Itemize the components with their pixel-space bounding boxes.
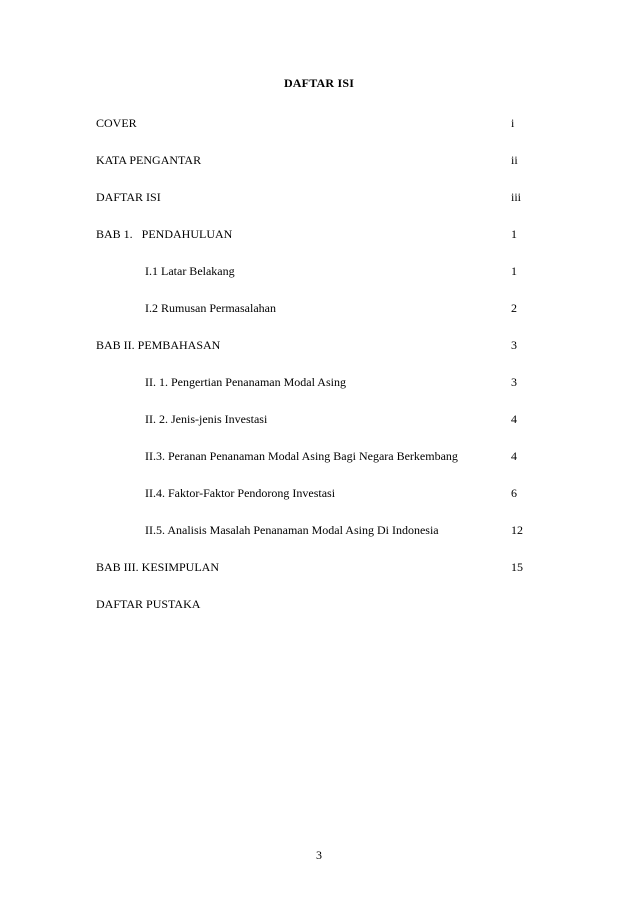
toc-entry-label: II.3. Peranan Penanaman Modal Asing Bagi Negara Berkembang [145, 449, 458, 463]
toc-row-1-1 [96, 263, 526, 279]
toc-entry-page: 1 [511, 227, 517, 241]
toc-entry-label: II. 1. Pengertian Penanaman Modal Asing [145, 375, 346, 389]
toc-entry-page: 3 [511, 338, 517, 352]
toc-entry-label: DAFTAR ISI [96, 190, 161, 204]
toc-row-bab-1 [96, 226, 526, 242]
toc-row-daftar-isi [96, 189, 526, 205]
toc-entry-label: II.4. Faktor-Faktor Pendorong Investasi [145, 486, 336, 500]
toc-row-bab-3 [96, 559, 526, 575]
toc-entry-page: iii [511, 190, 522, 204]
toc-row-2-2 [96, 411, 526, 427]
toc-entry-label: DAFTAR PUSTAKA [96, 597, 201, 611]
toc-entry-label: KATA PENGANTAR [96, 153, 202, 167]
toc-entry-page: 15 [511, 560, 523, 574]
toc-row-2-3 [96, 448, 526, 464]
toc-row-2-1 [96, 374, 526, 390]
toc-row-2-4 [96, 485, 526, 501]
toc-entry-label: COVER [96, 116, 137, 130]
toc-entry-page: 1 [511, 264, 517, 278]
toc-entry-label: BAB 1. PENDAHULUAN [96, 227, 233, 241]
toc-entry-label: II. 2. Jenis-jenis Investasi [145, 412, 268, 426]
toc-row-1-2 [96, 300, 526, 316]
toc-row-2-5 [96, 522, 526, 538]
toc-row-daftar-pustaka [96, 596, 526, 612]
toc-row-kata-pengantar [96, 152, 526, 168]
toc-row-bab-2 [96, 337, 526, 353]
toc-entry-label: BAB II. PEMBAHASAN [96, 338, 221, 352]
page-number: 3 [316, 848, 322, 862]
page-title: DAFTAR ISI [283, 76, 355, 90]
toc-entry-label: I.1 Latar Belakang [145, 264, 235, 278]
toc-entry-page: i [511, 116, 515, 130]
toc-entry-page: 4 [511, 449, 517, 463]
toc-entry-page: 3 [511, 375, 517, 389]
toc-entry-page: ii [511, 153, 518, 167]
toc-entry-page: 4 [511, 412, 517, 426]
toc-row-cover [96, 115, 526, 131]
toc-entry-page: 6 [511, 486, 517, 500]
toc-entry-page: 2 [511, 301, 517, 315]
toc-entry-label: II.5. Analisis Masalah Penanaman Modal Asing Di Indonesia [145, 523, 439, 537]
toc-entry-label: I.2 Rumusan Permasalahan [145, 301, 276, 315]
toc-entry-page: 12 [511, 523, 523, 537]
toc-entry-label: BAB III. KESIMPULAN [96, 560, 219, 574]
